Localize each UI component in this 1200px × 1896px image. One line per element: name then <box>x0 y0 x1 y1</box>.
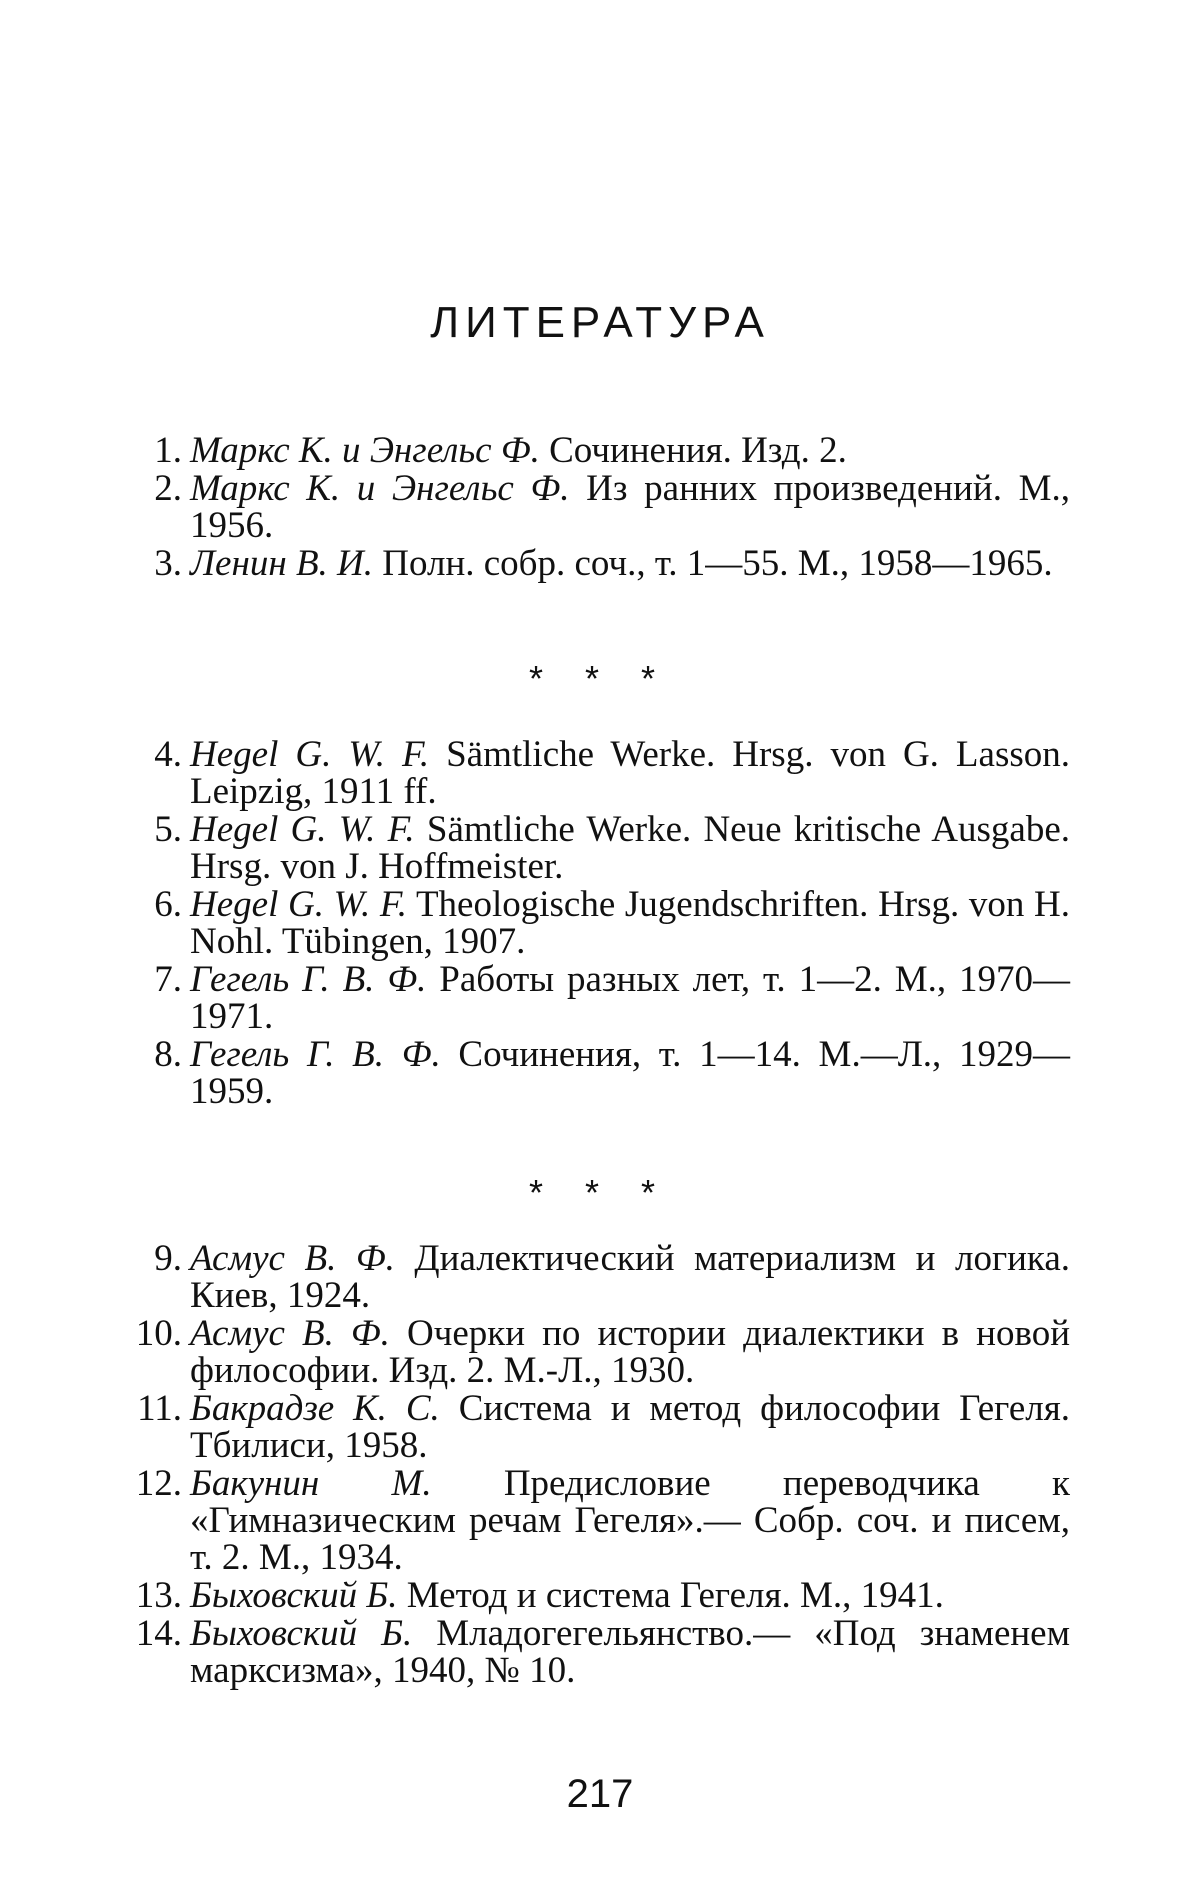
reference-item <box>154 430 1070 471</box>
reference-author: Маркс К. и Энгельс Ф. <box>190 430 540 471</box>
reference-group-1 <box>0 432 1200 583</box>
reference-author: Асмус В. Ф. <box>190 1313 390 1354</box>
reference-author: Быховский Б. <box>190 1613 413 1654</box>
reference-text: Предисловие переводчика к «Гимназическим речам Гегеля».— Собр. соч. и писем, т. 2. М., 1934. <box>190 1463 1070 1578</box>
reference-item <box>154 543 1070 584</box>
reference-number: 4. <box>154 734 182 775</box>
reference-number: 12. <box>135 1463 182 1504</box>
reference-number: 7. <box>154 959 182 1000</box>
reference-number: 11. <box>137 1388 182 1429</box>
reference-author: Ленин В. И. <box>190 543 374 584</box>
reference-text: Сочинения. Изд. 2. <box>549 430 847 471</box>
reference-number: 2. <box>154 468 182 509</box>
reference-text: Работы разных лет, т. 1—2. М., 1970—1971. <box>190 959 1071 1037</box>
section-separator: * * * <box>528 658 672 699</box>
reference-number: 1. <box>154 430 182 471</box>
reference-number: 9. <box>154 1238 182 1279</box>
reference-author: Бакунин М. <box>190 1463 432 1504</box>
reference-item <box>154 734 1071 812</box>
reference-item <box>154 884 1070 962</box>
reference-number: 14. <box>135 1613 182 1654</box>
reference-item <box>154 809 1071 887</box>
reference-author: Hegel G. W. F. <box>190 809 415 850</box>
reference-number: 3. <box>154 543 182 584</box>
page-title: ЛИТЕРАТУРА <box>430 298 770 347</box>
reference-text: Диалектический материализм и логика. Киев, 1924. <box>190 1238 1071 1316</box>
reference-item <box>137 1388 1070 1466</box>
reference-item <box>135 1613 1071 1691</box>
reference-item <box>154 959 1071 1037</box>
reference-number: 8. <box>154 1034 182 1075</box>
reference-item <box>135 1575 1070 1616</box>
reference-author: Гегель Г. В. Ф. <box>190 1034 441 1075</box>
reference-author: Маркс К. и Энгельс Ф. <box>190 468 570 509</box>
reference-text: Младогегельянство.— «Под знаменем марксизма», 1940, № 10. <box>190 1613 1071 1691</box>
reference-text: Система и метод философии Гегеля. Тбилиси, 1958. <box>190 1388 1070 1466</box>
reference-number: 10. <box>135 1313 182 1354</box>
reference-text: Очерки по истории диалектики в новой философии. Изд. 2. М.-Л., 1930. <box>190 1313 1071 1391</box>
reference-author: Hegel G. W. F. <box>190 884 407 925</box>
reference-number: 6. <box>154 884 182 925</box>
reference-text: Sämtliche Werke. Hrsg. von G. Lasson. Leipzig, 1911 ff. <box>190 734 1071 812</box>
reference-text: Из ранних произведений. М., 1956. <box>190 468 1071 546</box>
reference-item <box>154 1238 1071 1316</box>
reference-text: Метод и система Гегеля. М., 1941. <box>406 1575 944 1616</box>
reference-text: Сочинения, т. 1—14. М.—Л., 1929—1959. <box>190 1034 1070 1112</box>
reference-text: Theologische Jugendschriften. Hrsg. von H. Nohl. Tübingen, 1907. <box>190 884 1070 962</box>
reference-item <box>135 1463 1070 1578</box>
reference-author: Асмус В. Ф. <box>190 1238 395 1279</box>
reference-item <box>154 468 1071 546</box>
reference-author: Hegel G. W. F. <box>190 734 430 775</box>
reference-text: Полн. собр. соч., т. 1—55. М., 1958—1965. <box>382 543 1053 584</box>
reference-author: Быховский Б. <box>190 1575 398 1616</box>
reference-number: 5. <box>154 809 182 850</box>
reference-text: Sämtliche Werke. Neue kritische Ausgabe. Hrsg. von J. Hoffmeister. <box>190 809 1071 887</box>
reference-item <box>154 1034 1070 1112</box>
reference-group-2 <box>0 736 1200 1111</box>
reference-group-3 <box>0 1240 1200 1690</box>
section-separator: * * * <box>528 1172 672 1213</box>
reference-number: 13. <box>135 1575 182 1616</box>
reference-author: Гегель Г. В. Ф. <box>190 959 427 1000</box>
page-number: 217 <box>566 1772 634 1816</box>
reference-item <box>135 1313 1071 1391</box>
reference-author: Бакрадзе К. С. <box>190 1388 440 1429</box>
